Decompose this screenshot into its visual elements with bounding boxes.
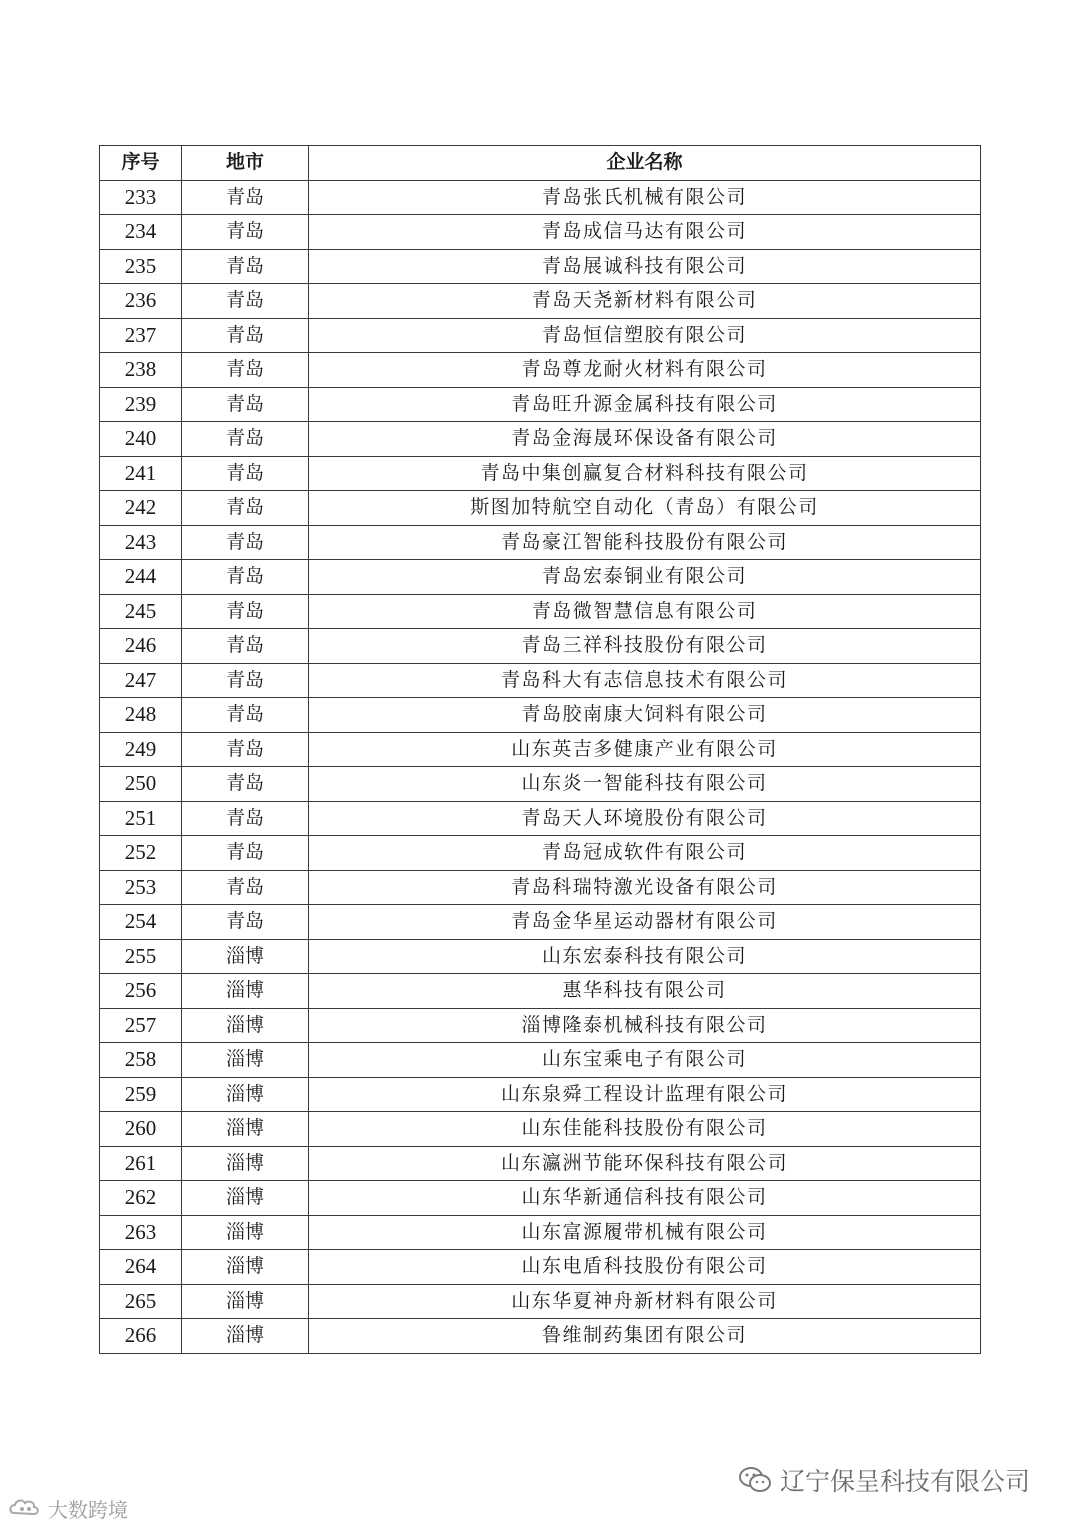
row-city: 青岛 xyxy=(182,560,309,595)
row-city: 淄博 xyxy=(182,1250,309,1285)
row-city: 青岛 xyxy=(182,387,309,422)
row-company-name: 山东佳能科技股份有限公司 xyxy=(309,1112,981,1147)
row-company-name: 青岛三祥科技股份有限公司 xyxy=(309,629,981,664)
row-index: 244 xyxy=(100,560,182,595)
row-company-name: 青岛旺升源金属科技有限公司 xyxy=(309,387,981,422)
table-row xyxy=(100,318,981,353)
row-company-name: 青岛成信马达有限公司 xyxy=(309,215,981,250)
table-row xyxy=(100,1112,981,1147)
row-index: 247 xyxy=(100,663,182,698)
row-index: 245 xyxy=(100,594,182,629)
row-index: 242 xyxy=(100,491,182,526)
row-city: 淄博 xyxy=(182,1319,309,1354)
table-row xyxy=(100,1284,981,1319)
table-row xyxy=(100,767,981,802)
row-index: 234 xyxy=(100,215,182,250)
row-company-name: 山东泉舜工程设计监理有限公司 xyxy=(309,1077,981,1112)
row-company-name: 青岛宏泰铜业有限公司 xyxy=(309,560,981,595)
row-company-name: 青岛展诚科技有限公司 xyxy=(309,249,981,284)
row-city: 青岛 xyxy=(182,836,309,871)
row-company-name: 鲁维制药集团有限公司 xyxy=(309,1319,981,1354)
watermark-right-text: 辽宁保呈科技有限公司 xyxy=(780,1467,1031,1496)
row-city: 淄博 xyxy=(182,1112,309,1147)
row-company-name: 山东华新通信科技有限公司 xyxy=(309,1181,981,1216)
table-row xyxy=(100,284,981,319)
table-row xyxy=(100,353,981,388)
row-index: 241 xyxy=(100,456,182,491)
row-city: 淄博 xyxy=(182,1181,309,1216)
row-index: 257 xyxy=(100,1008,182,1043)
row-company-name: 青岛尊龙耐火材料有限公司 xyxy=(309,353,981,388)
row-city: 青岛 xyxy=(182,732,309,767)
row-city: 淄博 xyxy=(182,974,309,1009)
table-row xyxy=(100,422,981,457)
table-row xyxy=(100,249,981,284)
row-city: 青岛 xyxy=(182,284,309,319)
table-row xyxy=(100,836,981,871)
row-company-name: 山东炎一智能科技有限公司 xyxy=(309,767,981,802)
row-index: 265 xyxy=(100,1284,182,1319)
row-index: 243 xyxy=(100,525,182,560)
row-company-name: 山东宝乘电子有限公司 xyxy=(309,1043,981,1078)
row-company-name: 山东瀛洲节能环保科技有限公司 xyxy=(309,1146,981,1181)
company-list-table xyxy=(99,145,981,1354)
table-row xyxy=(100,525,981,560)
row-index: 252 xyxy=(100,836,182,871)
row-company-name: 山东富源履带机械有限公司 xyxy=(309,1215,981,1250)
table-row xyxy=(100,974,981,1009)
row-city: 淄博 xyxy=(182,1146,309,1181)
row-index: 263 xyxy=(100,1215,182,1250)
row-company-name: 青岛中集创赢复合材料科技有限公司 xyxy=(309,456,981,491)
watermark-left-text: 大数跨境 xyxy=(48,1497,128,1522)
row-company-name: 斯图加特航空自动化（青岛）有限公司 xyxy=(309,491,981,526)
row-company-name: 青岛恒信塑胶有限公司 xyxy=(309,318,981,353)
wechat-icon xyxy=(738,1465,772,1495)
row-company-name: 青岛科大有志信息技术有限公司 xyxy=(309,663,981,698)
table-row xyxy=(100,1215,981,1250)
row-city: 青岛 xyxy=(182,905,309,940)
table-header-row xyxy=(100,146,981,181)
row-company-name: 青岛金海晟环保设备有限公司 xyxy=(309,422,981,457)
table-row xyxy=(100,1077,981,1112)
row-company-name: 淄博隆泰机械科技有限公司 xyxy=(309,1008,981,1043)
row-city: 青岛 xyxy=(182,180,309,215)
table-row xyxy=(100,1146,981,1181)
row-index: 238 xyxy=(100,353,182,388)
row-company-name: 青岛微智慧信息有限公司 xyxy=(309,594,981,629)
row-city: 淄博 xyxy=(182,1008,309,1043)
row-index: 251 xyxy=(100,801,182,836)
row-city: 青岛 xyxy=(182,249,309,284)
table-row xyxy=(100,456,981,491)
row-company-name: 山东宏泰科技有限公司 xyxy=(309,939,981,974)
row-city: 青岛 xyxy=(182,801,309,836)
table-row xyxy=(100,1319,981,1354)
row-city: 青岛 xyxy=(182,629,309,664)
row-index: 250 xyxy=(100,767,182,802)
row-index: 246 xyxy=(100,629,182,664)
row-company-name: 青岛天人环境股份有限公司 xyxy=(309,801,981,836)
row-index: 258 xyxy=(100,1043,182,1078)
row-city: 青岛 xyxy=(182,767,309,802)
row-index: 253 xyxy=(100,870,182,905)
row-index: 261 xyxy=(100,1146,182,1181)
row-index: 254 xyxy=(100,905,182,940)
row-index: 255 xyxy=(100,939,182,974)
row-index: 264 xyxy=(100,1250,182,1285)
header-city: 地市 xyxy=(182,146,309,181)
row-city: 青岛 xyxy=(182,318,309,353)
row-company-name: 青岛科瑞特激光设备有限公司 xyxy=(309,870,981,905)
row-company-name: 山东电盾科技股份有限公司 xyxy=(309,1250,981,1285)
header-index: 序号 xyxy=(100,146,182,181)
row-company-name: 青岛金华星运动器材有限公司 xyxy=(309,905,981,940)
row-city: 淄博 xyxy=(182,1284,309,1319)
table-row xyxy=(100,1181,981,1216)
row-city: 青岛 xyxy=(182,422,309,457)
row-city: 青岛 xyxy=(182,698,309,733)
table-row xyxy=(100,1043,981,1078)
table-row xyxy=(100,870,981,905)
row-city: 淄博 xyxy=(182,1215,309,1250)
row-index: 239 xyxy=(100,387,182,422)
row-index: 240 xyxy=(100,422,182,457)
row-company-name: 青岛张氏机械有限公司 xyxy=(309,180,981,215)
header-company-name: 企业名称 xyxy=(309,146,981,181)
table-row xyxy=(100,629,981,664)
row-city: 青岛 xyxy=(182,456,309,491)
row-index: 233 xyxy=(100,180,182,215)
row-index: 262 xyxy=(100,1181,182,1216)
row-city: 青岛 xyxy=(182,491,309,526)
row-company-name: 山东华夏神舟新材料有限公司 xyxy=(309,1284,981,1319)
row-index: 260 xyxy=(100,1112,182,1147)
row-index: 236 xyxy=(100,284,182,319)
row-city: 淄博 xyxy=(182,1077,309,1112)
table-row xyxy=(100,732,981,767)
row-city: 青岛 xyxy=(182,663,309,698)
table-row xyxy=(100,939,981,974)
row-city: 青岛 xyxy=(182,353,309,388)
table-row xyxy=(100,180,981,215)
row-index: 259 xyxy=(100,1077,182,1112)
row-index: 256 xyxy=(100,974,182,1009)
table-row xyxy=(100,801,981,836)
row-city: 青岛 xyxy=(182,215,309,250)
table-row xyxy=(100,560,981,595)
row-company-name: 青岛冠成软件有限公司 xyxy=(309,836,981,871)
row-company-name: 惠华科技有限公司 xyxy=(309,974,981,1009)
table-row xyxy=(100,491,981,526)
row-city: 青岛 xyxy=(182,870,309,905)
table-row xyxy=(100,698,981,733)
row-index: 248 xyxy=(100,698,182,733)
table-row xyxy=(100,905,981,940)
row-company-name: 青岛天尧新材料有限公司 xyxy=(309,284,981,319)
table-row xyxy=(100,1250,981,1285)
row-company-name: 青岛豪江智能科技股份有限公司 xyxy=(309,525,981,560)
row-city: 淄博 xyxy=(182,1043,309,1078)
row-index: 266 xyxy=(100,1319,182,1354)
table-row xyxy=(100,387,981,422)
table-row xyxy=(100,663,981,698)
row-index: 237 xyxy=(100,318,182,353)
row-index: 249 xyxy=(100,732,182,767)
cloud-logo-icon xyxy=(8,1497,42,1519)
table-row xyxy=(100,594,981,629)
table-row xyxy=(100,1008,981,1043)
row-city: 青岛 xyxy=(182,594,309,629)
table-row xyxy=(100,215,981,250)
row-city: 青岛 xyxy=(182,525,309,560)
watermark-left xyxy=(8,1493,128,1523)
row-company-name: 青岛胶南康大饲料有限公司 xyxy=(309,698,981,733)
row-city: 淄博 xyxy=(182,939,309,974)
row-company-name: 山东英吉多健康产业有限公司 xyxy=(309,732,981,767)
watermark-right xyxy=(738,1460,1030,1500)
row-index: 235 xyxy=(100,249,182,284)
